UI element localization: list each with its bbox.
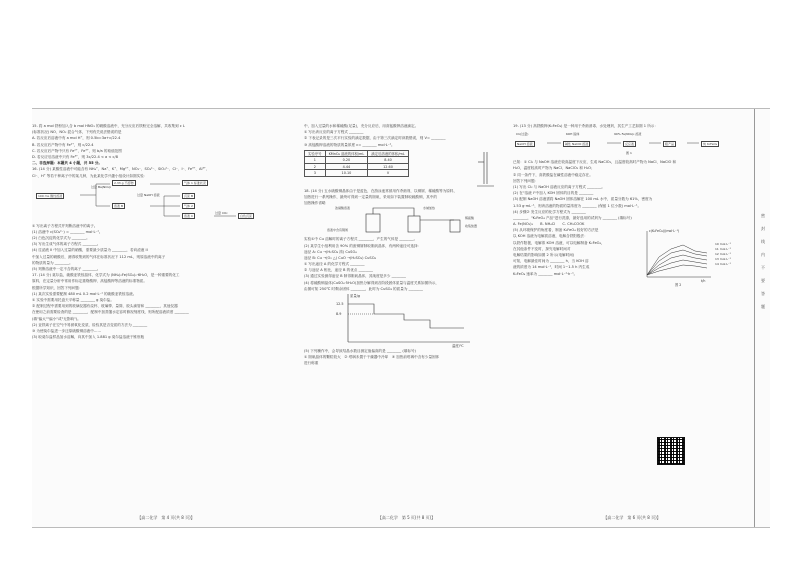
table-cell: 1	[305, 157, 326, 164]
table-header: 实验序号	[305, 150, 326, 157]
text-line: A. 若反应后溶液中有 a mol H⁺，则 0.5b=3a+c/22.4	[32, 136, 121, 141]
table-cell: 12.60	[368, 163, 408, 170]
text-line: ③ 为使莫尔盐进一步还原硫酸铜溶液中……	[32, 328, 102, 333]
mass-temperature-graph	[304, 292, 509, 348]
flow-node: 溶液 B	[114, 203, 124, 208]
flow-reagent: 过量 CO₂	[215, 210, 228, 215]
text-line: 以 KOH 溶液为电解质溶液，电解含铁阳极法：	[513, 234, 588, 239]
text-line: 17. (14 分) 莫尔盐，硫酸亚铁铵晶体，化学式为 (NH₄)₂Fe(SO₄)₂·6H₂O，是一种重要的化工	[32, 273, 180, 278]
text-line: 加热进行一系列操作，最终可得到一定量的胆矾，采用如下装置制取硫酸铜，其中的	[304, 194, 437, 199]
margin-char: 封	[761, 226, 765, 231]
table-cell: 2	[305, 163, 326, 170]
text-line: 途径 A: Cu →(H₂SO₄ 浓) CuSO₄	[304, 249, 357, 254]
y-tick-label: 12.5	[336, 302, 344, 306]
flow-reagent: Cl₂(过量)	[516, 132, 529, 137]
text-line: ② 配制过程中需要用到的玻璃仪器有烧杯、玻璃棒、量筒、胶头滴管和 ________，其他仪器	[32, 304, 178, 309]
text-line: 在其他条件不变时，探究电解时间对	[513, 246, 571, 251]
text-line: ② 同一条件下，高铁酸盐在碱性溶液中稳定存在。	[513, 172, 593, 177]
text-line: (5) 从环境保护的角度看，制备 K₂FeO₄ 较好的方法是	[513, 228, 599, 233]
text-line: C. 若反应后产物中只有 Fe²⁺、Fe³⁺，则 b/a 的取值范围	[32, 148, 122, 153]
text-line: ________，"K₂FeO₄ 产品"进行洗涤，最好选用的试剂为 ________ (填标号)	[513, 215, 632, 220]
flow-node: NaOH 溶液	[517, 142, 533, 147]
table-cell: 4.44	[325, 163, 368, 170]
text-line: (3) 写出生成气体的离子方程式 ________。	[32, 242, 101, 247]
text-line: (2) 亚铁离子在空气中易被氧化变质，检验其是否变质的方法为 ________	[32, 322, 148, 327]
flow-reagent: 过量 Ba(NO₃)₂	[91, 184, 112, 189]
apparatus-label: 水域加热	[423, 206, 436, 211]
apparatus-label: 溶液中含有铜屑	[327, 228, 349, 233]
text-line: ③ 高锰酸钾溶液的物质的量浓度 c= ________ mol·L⁻¹。	[304, 142, 395, 147]
text-line: (3) 通过实验测得途径 B 制得胆矾晶体，其纯度是多少 ________	[304, 274, 406, 279]
apparatus-label: 浓硝酸溶液	[335, 206, 351, 211]
margin-char: 答	[761, 291, 765, 296]
text-line: 15. 将 a mol 铁粉加入含 b mol HNO₃ 的硝酸溶液中，充分反应后铁粉完全溶解，共收集到 c L	[32, 124, 185, 128]
seal-line-margin	[754, 109, 771, 527]
flow-node: 气体 1 标准状况	[184, 180, 206, 185]
text-line: (标准状况) NO、NO₂ 混合气体，下列有关说法错误的是	[32, 130, 122, 135]
text-line: (1) 写出 Cl₂ 与 NaOH 溶液反应的离子方程式 ________。	[513, 184, 606, 189]
margin-char: 要	[761, 278, 765, 283]
flow-node: 白色沉淀	[240, 213, 253, 218]
table-cell: 10.10	[325, 170, 368, 177]
x-axis-label: 温度/℃	[452, 344, 464, 348]
q15-block	[32, 123, 300, 179]
q19-part5	[513, 227, 751, 289]
text-line: 电解结果的影响如图 2 所示(电解时间)	[513, 253, 575, 257]
y-axis-label: c(K₂FeO₄)/(mol·L⁻¹)	[649, 229, 680, 234]
text-line: 1.53 g·mL⁻¹，则该溶液的物质的量浓度为 ________ (保留 1 位小数) mol·L⁻¹。	[513, 203, 642, 208]
text-line: ① 写出该反应的离子方程式 ________	[304, 130, 364, 135]
text-line: 以铁作阳极，电解浓 KOH 溶液，可以电解制备 K₂FeO₄，	[513, 240, 605, 245]
text-line: 根据所学知识，回答下列问题：	[32, 285, 83, 290]
text-line: 的物质的量为 ________。	[32, 260, 73, 265]
flow-node: 气体 2	[184, 203, 193, 208]
text-line: (4) 将硫酸铜晶体(CuSO₄·5H₂O)加热分解得到各阶段固体质量与温度关系如图所示，	[304, 280, 439, 285]
section-heading: 二、非选择题：本题共 4 小题，共 55 分。	[32, 161, 103, 166]
titration-table	[304, 150, 409, 177]
text-line: 18. (14 分) 五水硫酸铜晶体由于是蓝色，在游泳池常被用作杀菌剂，以铜屑、稀硫酸等为原料，	[304, 188, 458, 193]
text-line: ① 实验中需要用托盘天平称量 ________ g 莫尔盐。	[32, 297, 114, 302]
text-line: (1) 某次实验需要配制 480 mL 0.2 mol·L⁻¹ 的硫酸亚铁铵溶液。	[32, 291, 137, 296]
qr-code	[657, 437, 685, 465]
q16-17-block	[32, 223, 300, 341]
text-line: (2) 某学生小组利用含 90% 的废铜屑制取胆矾晶体，有两种途径可选择：	[304, 243, 422, 248]
text-line: 中加入过量的硝酸后，测得收集到的气体在标准状况下 112 mL，则原溶液中的离子	[32, 254, 166, 259]
text-line: ① 胆矾晶体的颗粒较大 ② 坩埚未置于干燥器中冷却 ③ 加热前坩埚中含有少量固体	[304, 355, 440, 360]
flow-reagent: 90% Fe(NO₃)₃ 溶液	[614, 132, 642, 137]
text-line: 19. (13 分) 高铁酸钾(K₂FeO₄) 是一种用于杀菌消毒、水处理剂，其生产工艺如图 1 所示：	[513, 124, 658, 128]
table-row	[305, 170, 409, 177]
apparatus-label: 稀硫酸	[465, 216, 475, 221]
mass-graph-drawing	[334, 292, 474, 348]
table-cell: 0.20	[325, 157, 368, 164]
margin-char: 不	[761, 265, 765, 270]
q16-flowchart	[32, 179, 300, 223]
text-line: 原料，在定量分析中常用作标定重铬酸钾、高锰酸钾等溶液的标准物质。	[32, 279, 147, 284]
text-line: ① 写出途径 A 的化学方程式 ________	[304, 262, 365, 267]
text-line: 进行称重	[304, 361, 319, 366]
titration-area	[304, 150, 509, 188]
flow-node: 2.33 g 不溶物	[114, 180, 134, 185]
flow-node: 沉淀 B	[184, 193, 194, 198]
text-line: 已知：① Cl₂ 与 NaOH 溶液在较高温度下反应，生成 NaClO₃，且温度较高时产物为 NaCl、NaClO 和	[513, 160, 677, 165]
flow-start: 100 mL 酸性溶液	[38, 193, 63, 198]
column-page-5	[304, 123, 509, 519]
table-cell: 3	[305, 170, 326, 177]
q19-process-flow	[513, 129, 751, 159]
text-line: 途径 B: Cu →(O₂ △) CuO →(H₂SO₄) CuSO₄	[304, 255, 376, 260]
text-line: H₂O，温度较高时产物为 NaCl、NaClO₃ 和 H₂O；	[513, 166, 595, 171]
legend-entry: 14 mol·L⁻¹	[715, 262, 731, 267]
flow-reagent: KOH 固体	[566, 132, 580, 137]
text-line: 回答下列问题：	[513, 178, 539, 183]
text-line: (2) 在"溶液 I"中加入 KOH 固体的目的是 ________	[513, 191, 594, 196]
apparatus-label: 收集装置	[465, 224, 478, 229]
text-line: (2) 白色沉淀的化学式为 ________。	[32, 236, 90, 241]
table-header: 滴定后溶液的体积/mL	[368, 150, 408, 157]
table-cell: V	[368, 170, 408, 177]
table-cell: 8.40	[368, 157, 408, 164]
text-line: 加热操作省略	[304, 201, 326, 206]
column-page-4	[32, 123, 300, 519]
text-line: (5) 下列操作中，会导致结晶水数目测定值偏高的是 ________ (填标号)	[304, 349, 416, 353]
text-line: 16. (14 分) 某酸性溶液中可能含有 NH₄⁺、Na⁺、K⁺、Mg²⁺、NO₃⁻、SO₄²⁻、SiO₃²⁻、Cl⁻、I⁻、Fe³⁺、Al³⁺、	[32, 167, 210, 172]
text-line: Cl⁻、H⁺ 等若干种离子中的某几种，为此某化学兴趣小组设计如图实验：	[32, 173, 148, 178]
process-arrows	[513, 129, 751, 159]
text-line: 实验①中 Cu 溶解时的离子方程式 ________，产生的气体是 ________。	[304, 237, 418, 242]
legend-entry: 12 mol·L⁻¹	[715, 252, 731, 257]
text-line: 可知，电解最佳时间为 ________ h，当 KOH 溶	[513, 259, 589, 264]
text-line: (4) 步骤② 发生反应的化学方程式为 ________	[513, 209, 586, 214]
flow-node: 反应液	[625, 142, 635, 147]
margin-char: 密	[761, 213, 765, 218]
text-line: ② 下表记录的是三次平行实验的滴定数据，由于第三次滴定时读数错误，则 V= ________	[304, 136, 446, 141]
flow-node: 溶液 C	[184, 213, 194, 218]
margin-char: 内	[761, 252, 765, 257]
text-line: (填"偏大""偏小"或"无影响")。	[32, 316, 81, 321]
text-line: ① 写出离子方程式并判断溶液中的离子。	[32, 223, 98, 228]
flow-reagent: 过量 NaOH 溶液	[137, 192, 160, 197]
flow-node: 粗产品	[665, 142, 675, 147]
legend-entry: 10 mol·L⁻¹	[715, 242, 731, 247]
text-line: 在使用之前需要检查的是 ________，配制中加蒸馏水定容时俯视刻度线，则所配溶液浓度 ________	[32, 310, 189, 315]
flow-node: 碱性 NaClO 溶液	[565, 142, 589, 147]
page-footer: 【高二化学 第 5 页(共 8 页)】	[377, 515, 436, 520]
text-line: (4) 往滤液 II 中加入过量的硝酸，需要最少质量为 ________，若向滤液 II	[32, 248, 148, 253]
page-footer: 【高二化学 第 4 页(共 8 页)】	[137, 515, 195, 520]
figure-caption: 图 1	[626, 151, 632, 156]
legend-entry: 13 mol·L⁻¹	[715, 257, 731, 262]
text-line: K₂FeO₄ 速率为 ________ mol·L⁻¹·h⁻¹。	[513, 271, 578, 276]
text-line: (5) 判断溶液中一定不含的离子 ________。	[32, 267, 101, 271]
text-line: D. 若反应后溶液中只有 Fe³⁺，则 3c/22.4 < a < c/8	[32, 154, 119, 159]
margin-char: 线	[761, 239, 765, 244]
text-line: (1) 溶液中 c(SO₄²⁻) = ________ mol·L⁻¹。	[32, 229, 103, 234]
exam-sheet	[32, 108, 770, 528]
text-line: 中，加入过量的水和稀硫酸(足量)，充分反应后，用高锰酸钾溶液滴定。	[304, 124, 419, 128]
y-tick-label: 8.9	[336, 312, 342, 316]
legend-entry: 11 mol·L⁻¹	[715, 247, 731, 252]
text-line: 液的浓度为 14 mol·L⁻¹，时间 1~1.5 h 内生成	[513, 265, 590, 270]
apparatus-diagram	[304, 206, 509, 236]
x-axis-label: t/h	[701, 279, 706, 284]
flow-arrows	[32, 179, 300, 223]
page-footer: 【高二化学 第 6 页(共 8 页)】	[603, 515, 661, 520]
text-line: (3) 配制 NaOH 溶液需将 NaOH 固体溶解在 100 mL 水中，质量分数为 61%，密度为	[513, 197, 653, 202]
text-line: (3) 取莫尔盐样品加水溶解，向其中加入 1.881 g 莫尔盐溶液于锥形瓶	[32, 335, 145, 340]
figure-caption: 图 2	[675, 283, 682, 288]
text-line: 由图可知 250℃ 时剩余固体 ________，此时为 CuSO₄ 的质量为 ________	[304, 286, 423, 291]
text-line: ② 与途径 A 相比，途径 B 的优点 ________	[304, 268, 373, 273]
margin-char: 题	[761, 304, 765, 309]
flow-node: 纯 K₂FeO₄	[703, 142, 718, 147]
electrolysis-chart	[637, 227, 747, 287]
table-header: KMnO₄ 溶液的体积/mL	[325, 150, 368, 157]
text-line: A. Fe(NO₃)₃ B. NH₄Cl C. CH₃COOK	[513, 222, 585, 227]
text-line: B. 若反应后产物中有 Fe²⁺，则 c/22.4	[32, 142, 94, 147]
column-page-6	[513, 123, 751, 519]
part5-text	[513, 227, 633, 277]
y-axis-label: 质量/g	[350, 294, 361, 298]
burette-illustration	[474, 150, 504, 188]
